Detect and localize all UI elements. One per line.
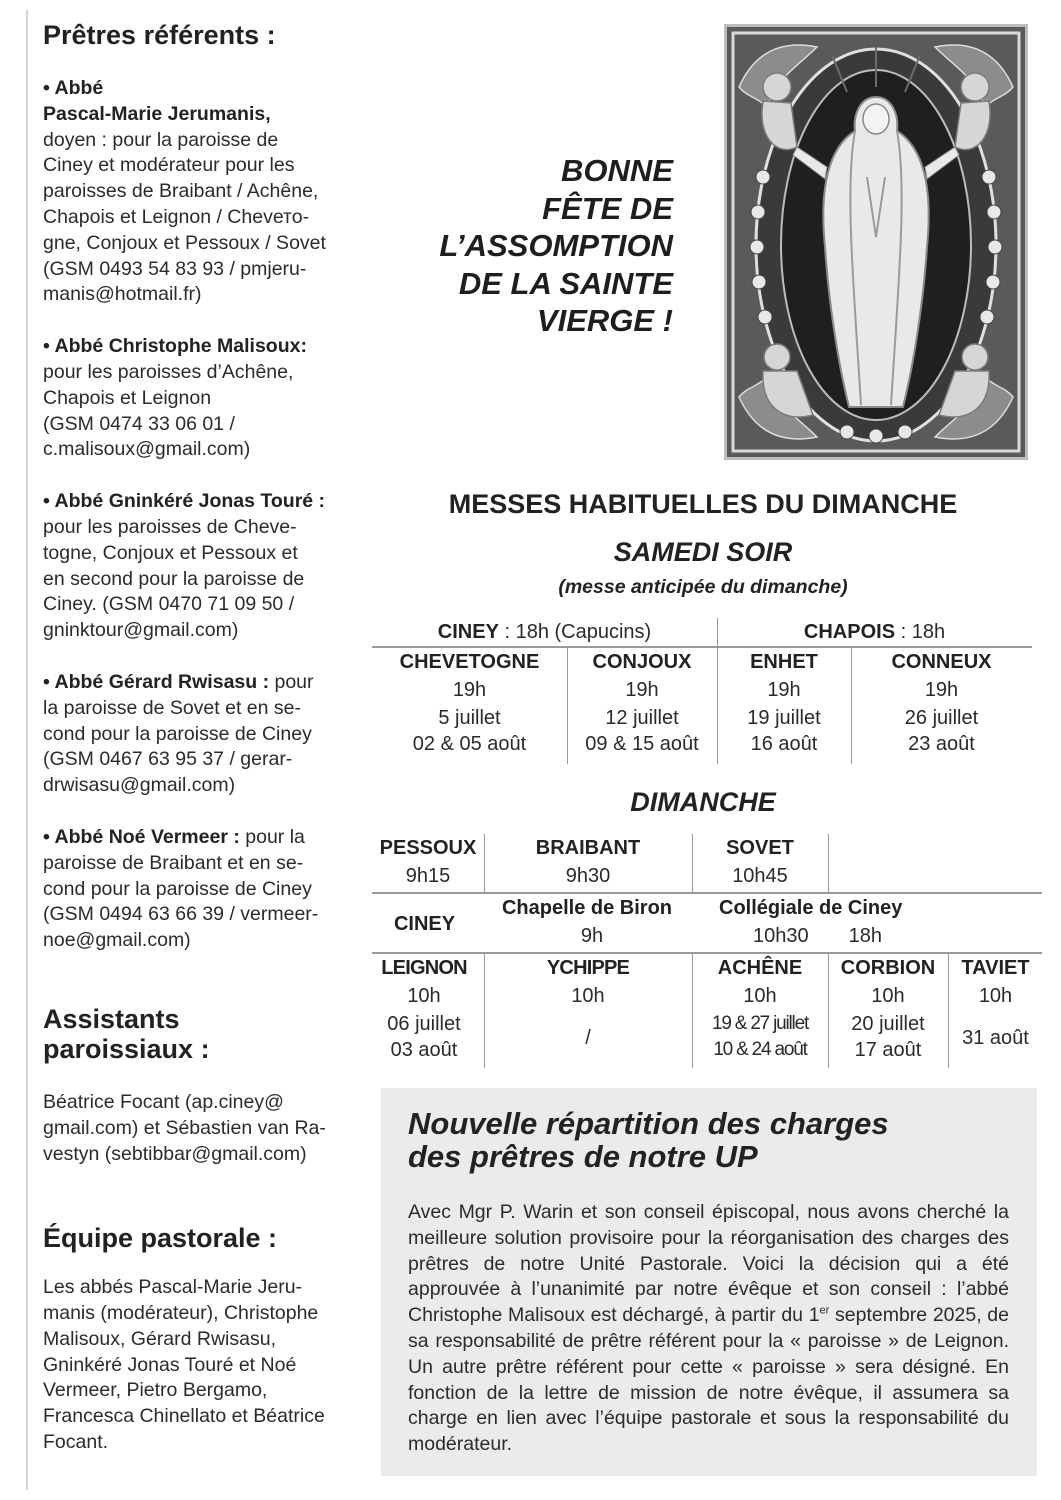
church-name: YCHIPPE (546, 957, 630, 979)
church-name: SOVET (726, 837, 794, 859)
sun-sovet (692, 834, 828, 890)
church-name: TAVIET (961, 957, 1030, 979)
mass-time: 10h (571, 985, 605, 1007)
team-line: Les abbés Pascal-Marie Jeru- (43, 1276, 303, 1299)
priest-name: • Abbé Christophe Malisoux: (43, 335, 307, 358)
mass-time: 10h45 (732, 865, 788, 887)
priest-line: cond pour la paroisse de Ciney (43, 877, 312, 900)
headline-line: DE LA SAINTE (458, 265, 673, 301)
mass-time: 18h (848, 925, 882, 947)
mass-date: 03 août (390, 1039, 458, 1061)
mass-time: 19h (625, 679, 659, 701)
church-name: CHEVETOGNE (399, 651, 540, 673)
mass-time: 9h15 (405, 865, 451, 887)
priest-line: drwisasu@gmail.com) (43, 774, 236, 797)
saturday-title: SAMEDI SOIR (613, 537, 793, 567)
mass-date: 20 juillet (851, 1013, 925, 1035)
priest-line: (GSM 0467 63 95 37 / gerar- (43, 748, 293, 771)
priest-rwisasu (43, 670, 363, 799)
church-name: CORBION (840, 957, 936, 979)
mass-time: 19h (452, 679, 487, 701)
priest-name: Pascal-Marie Jerumanis, (43, 102, 271, 125)
sat-col-chevetogne (372, 648, 567, 758)
mass-date: / (585, 1027, 591, 1049)
priest-line: pour (269, 670, 314, 693)
priest-name: • Abbé Gérard Rwisasu : (43, 670, 270, 693)
mass-time: 10h (407, 985, 441, 1007)
mass-time: 10h (871, 985, 905, 1007)
priest-lead: • Abbé (43, 77, 104, 99)
sat-place: CINEY (437, 621, 499, 643)
team-line: Malisoux, Gérard Rwisasu, (43, 1327, 276, 1350)
priest-line: doyen : pour la paroisse de (43, 128, 279, 151)
priest-line: paroisses de Braibant / Achêne, (43, 180, 319, 203)
priest-line: en second pour la paroisse de (43, 567, 305, 590)
sat-time: : 18h (895, 621, 946, 643)
mass-date: 10 & 24 août (713, 1039, 807, 1060)
mass-time: 19h (924, 679, 959, 701)
mass-time: 10h (978, 985, 1013, 1007)
priest-toure (43, 489, 363, 644)
sat-col-conneux (851, 648, 1032, 758)
priest-jerumanis (43, 76, 363, 308)
priest-line: gninktour@gmail.com) (43, 619, 239, 642)
church-name: BRAIBANT (535, 837, 641, 859)
mass-date: 26 juillet (904, 707, 979, 729)
announcement-body: Avec Mgr P. Warin et son conseil épiscopal, nous avons cherché la meilleure solution provisoire pour la réorganisation des charges des prêtres de notre Unité Pastorale. Voici la décision qui a été approuvée à l’unanimité par notre évêque et son conseil : l’abbé Christophe Malisoux est déchargé, à partir du 1er septembre 2025, de sa responsabilité de prêtre référent pour la « paroisse » de Leignon. Un autre prêtre référent pour cette « paroisse » sera désigné. En fonction de la lettre de mission de notre évêque, il assumera sa charge en lien avec l’équipe pastorale et sous la responsabilité du modérateur. (408, 1201, 1009, 1456)
assistants-heading: Assistants (43, 1003, 180, 1034)
sat-place: CHAPOIS (803, 621, 896, 643)
sat-time: : 18h (Capucins) (498, 621, 652, 643)
team-section (43, 1223, 363, 1456)
team-line: Focant. (43, 1431, 109, 1454)
mass-time: 9h (580, 925, 604, 947)
priest-name: • Abbé Gninkéré Jonas Touré : (43, 490, 326, 513)
mass-date: 5 juillet (438, 707, 501, 729)
mass-date: 19 juillet (747, 707, 821, 729)
mass-date: 06 juillet (387, 1013, 461, 1035)
priest-line: paroisse de Braibant et en se- (43, 851, 304, 874)
column-divider (26, 10, 28, 1490)
sun-ciney-label: CINEY (393, 913, 456, 935)
priest-name: • Abbé Noé Vermeer : (43, 825, 240, 848)
church-name: ACHÊNE (717, 957, 803, 979)
church-name: LEIGNON (381, 957, 467, 979)
sun-leignon (372, 954, 476, 1064)
priests-heading: Prêtres référents : (43, 20, 276, 50)
priest-line: c.malisoux@gmail.com) (43, 438, 251, 461)
church-name: PESSOUX (379, 837, 477, 859)
mass-time: 10h (743, 985, 777, 1007)
priest-line: (GSM 0474 33 06 01 / (43, 412, 235, 435)
headline-line: VIERGE ! (536, 303, 673, 338)
assistants-heading: paroissiaux : (43, 1033, 210, 1064)
announcement-title: Nouvelle répartition des charges des prêtres de notre UP (408, 1106, 889, 1174)
headline-line: FÊTE DE (542, 190, 673, 226)
mass-date: 19 & 27 juillet (711, 1013, 809, 1034)
saturday-subtitle: (messe anticipée du dimanche) (558, 576, 848, 598)
mass-date: 09 & 15 août (585, 733, 699, 755)
church-name: ENHET (750, 651, 818, 673)
team-heading: Équipe pastorale : (43, 1223, 278, 1254)
priest-line: (GSM 0493 54 83 93 / pmjeru- (43, 257, 307, 280)
priest-line: togne, Conjoux et Pessoux et (43, 541, 298, 564)
priest-line: gne, Conjoux et Pessoux / Sovet (43, 231, 326, 254)
priest-malisoux (43, 334, 363, 463)
sat-chapois-cell (717, 618, 1032, 646)
church-name: Chapelle de Biron (501, 897, 673, 919)
priest-line: Ciney. (GSM 0470 71 09 50 / (43, 593, 295, 616)
church-name: CONJOUX (592, 651, 692, 673)
assumption-illustration (724, 24, 1028, 460)
church-name: Collégiale de Ciney (719, 897, 903, 919)
priest-line: noe@gmail.com) (43, 929, 191, 952)
team-line: Francesca Chinellato et Béatrice (43, 1405, 325, 1428)
sun-collegiale (697, 894, 947, 950)
priest-line: pour les paroisses de Cheve- (43, 515, 297, 538)
assistants-line: Béatrice Focant (ap.ciney@ (43, 1090, 284, 1113)
priest-line: pour la (239, 825, 305, 848)
sunday-title: DIMANCHE (630, 787, 776, 817)
mass-date: 02 & 05 août (412, 733, 527, 755)
priest-vermeer (43, 825, 363, 954)
team-line: Vermeer, Pietro Bergamo, (43, 1379, 268, 1402)
mass-date: 17 août (854, 1039, 922, 1061)
mass-time: 9h30 (565, 865, 611, 887)
sunday-table (372, 834, 1042, 1070)
mass-date: 16 août (750, 733, 818, 755)
sat-ciney-cell (372, 618, 717, 646)
sun-braibant (484, 834, 692, 890)
church-name: CONNEUX (891, 651, 992, 673)
sun-pessoux (372, 834, 484, 890)
mass-date: 23 août (908, 733, 975, 755)
headline-line: L’ASSOMPTION (439, 228, 673, 263)
priest-line: (GSM 0494 63 66 39 / vermeer- (43, 903, 319, 926)
announcement-box (381, 1088, 1037, 1476)
assumption-image (727, 27, 1025, 457)
mass-time: 10h30 (753, 925, 809, 947)
sun-taviet (949, 954, 1042, 1052)
priest-line: cond pour la paroisse de Ciney (43, 722, 312, 745)
team-line: Gninkéré Jonas Touré et Noé (43, 1353, 297, 1376)
priest-line: Chapois et Leignon / Chevето- (43, 205, 310, 228)
sat-col-enhet (717, 648, 851, 758)
sat-col-conjoux (567, 648, 717, 758)
masses-title: MESSES HABITUELLES DU DIMANCHE (448, 489, 958, 519)
sun-corbion (828, 954, 948, 1064)
left-column (43, 20, 363, 1456)
headline-line: BONNE (561, 153, 673, 188)
priest-line: la paroisse de Sovet et en se- (43, 696, 301, 719)
assistants-line: vestyn (sebtibbar@gmail.com) (43, 1142, 307, 1165)
mass-time: 19h (767, 679, 801, 701)
mass-date: 31 août (962, 1027, 1029, 1049)
priest-line: Ciney et modérateur pour les (43, 154, 295, 177)
team-line: manis (modérateur), Christophe (43, 1302, 319, 1325)
mass-date: 12 juillet (605, 707, 679, 729)
priest-line: Chapois et Leignon (43, 386, 212, 409)
assistants-line: gmail.com) et Sébastien van Ra- (43, 1116, 326, 1139)
priest-line: pour les paroisses d’Achêne, (43, 360, 294, 383)
sun-biron (477, 894, 697, 950)
sun-ychippe (484, 954, 692, 1052)
saturday-table (372, 618, 1042, 766)
assistants-section (43, 1004, 363, 1167)
priest-line: manis@hotmail.fr) (43, 283, 202, 306)
feast-headline (400, 152, 673, 340)
sun-achene (692, 954, 828, 1064)
